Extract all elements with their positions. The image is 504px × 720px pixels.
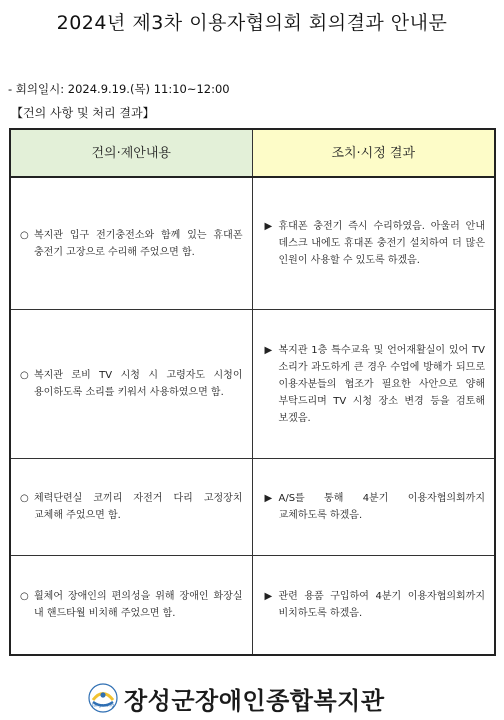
section-label: 【건의 사항 및 처리 결과】: [11, 106, 155, 120]
proposal-text: 휠체어 장애인의 편의성을 위해 장애인 화장실 내 핸드타월 비치해 주었으면 함.: [34, 591, 243, 619]
footer: [88, 681, 385, 715]
result-text: 휴대폰 충전기 즉시 수리하였음. 아울러 안내 데스크 내에도 휴대폰 충전기 설치하여 더 많은 인원이 사용할 수 있도록 하겠음.: [278, 221, 485, 266]
circle-bullet-icon: ○: [20, 370, 29, 381]
table-header-row: [10, 129, 495, 177]
results-table: [9, 128, 496, 656]
table-row: [10, 310, 495, 459]
logo-text: Jangseong: [92, 702, 114, 708]
triangle-bullet-icon: ▶: [264, 493, 273, 504]
circle-bullet-icon: ○: [20, 591, 29, 602]
proposal-cell: [10, 177, 252, 310]
result-text: 관련 용품 구입하여 4분기 이용자협의회까지 비치하도록 하겠음.: [278, 591, 485, 619]
proposal-cell: [10, 459, 252, 556]
proposal-text: 체력단련실 코끼리 자전거 다리 고정장치 교체해 주었으면 함.: [34, 493, 243, 521]
organization-name: 장성군장애인종합복지관: [124, 686, 385, 715]
proposal-cell: [10, 556, 252, 656]
triangle-bullet-icon: ▶: [264, 344, 273, 356]
document-title: 2024년 제3차 이용자협의회 회의결과 안내문: [56, 12, 448, 34]
result-cell: [252, 310, 495, 459]
welfare-center-logo-icon: [88, 683, 118, 713]
triangle-bullet-icon: ▶: [264, 591, 273, 602]
triangle-bullet-icon: ▶: [264, 221, 273, 232]
meeting-date: - 회의일시: 2024.9.19.(목) 11:10~12:00: [8, 82, 230, 96]
result-cell: [252, 556, 495, 656]
table-row: [10, 177, 495, 310]
proposal-text: 복지관 입구 전기충전소와 함께 있는 휴대폰 충전기 고장으로 수리해 주었으면 함.: [34, 229, 243, 258]
proposal-cell: [10, 310, 252, 459]
result-cell: [252, 177, 495, 310]
result-text: 복지관 1층 특수교육 및 언어재활실이 있어 TV 소리가 과도하게 큰 경우 수업에 방해가 되므로 이용자분들의 협조가 필요한 사안으로 양해 부탁드리며 TV 시청 장소 변경 등을 검토해 보겠음.: [278, 344, 485, 424]
circle-bullet-icon: ○: [20, 493, 29, 504]
header-proposal: 건의·제안내용: [10, 129, 252, 177]
result-cell: [252, 459, 495, 556]
circle-bullet-icon: ○: [20, 229, 29, 241]
result-text: A/S를 통해 4분기 이용자협의회까지 교체하도록 하겠음.: [278, 493, 485, 521]
header-result: 조치·시정 결과: [252, 129, 495, 177]
table-row: [10, 459, 495, 556]
table-row: [10, 556, 495, 656]
proposal-text: 복지관 로비 TV 시청 시 고령자도 시청이 용이하도록 소리를 키워서 사용하였으면 함.: [34, 370, 243, 398]
